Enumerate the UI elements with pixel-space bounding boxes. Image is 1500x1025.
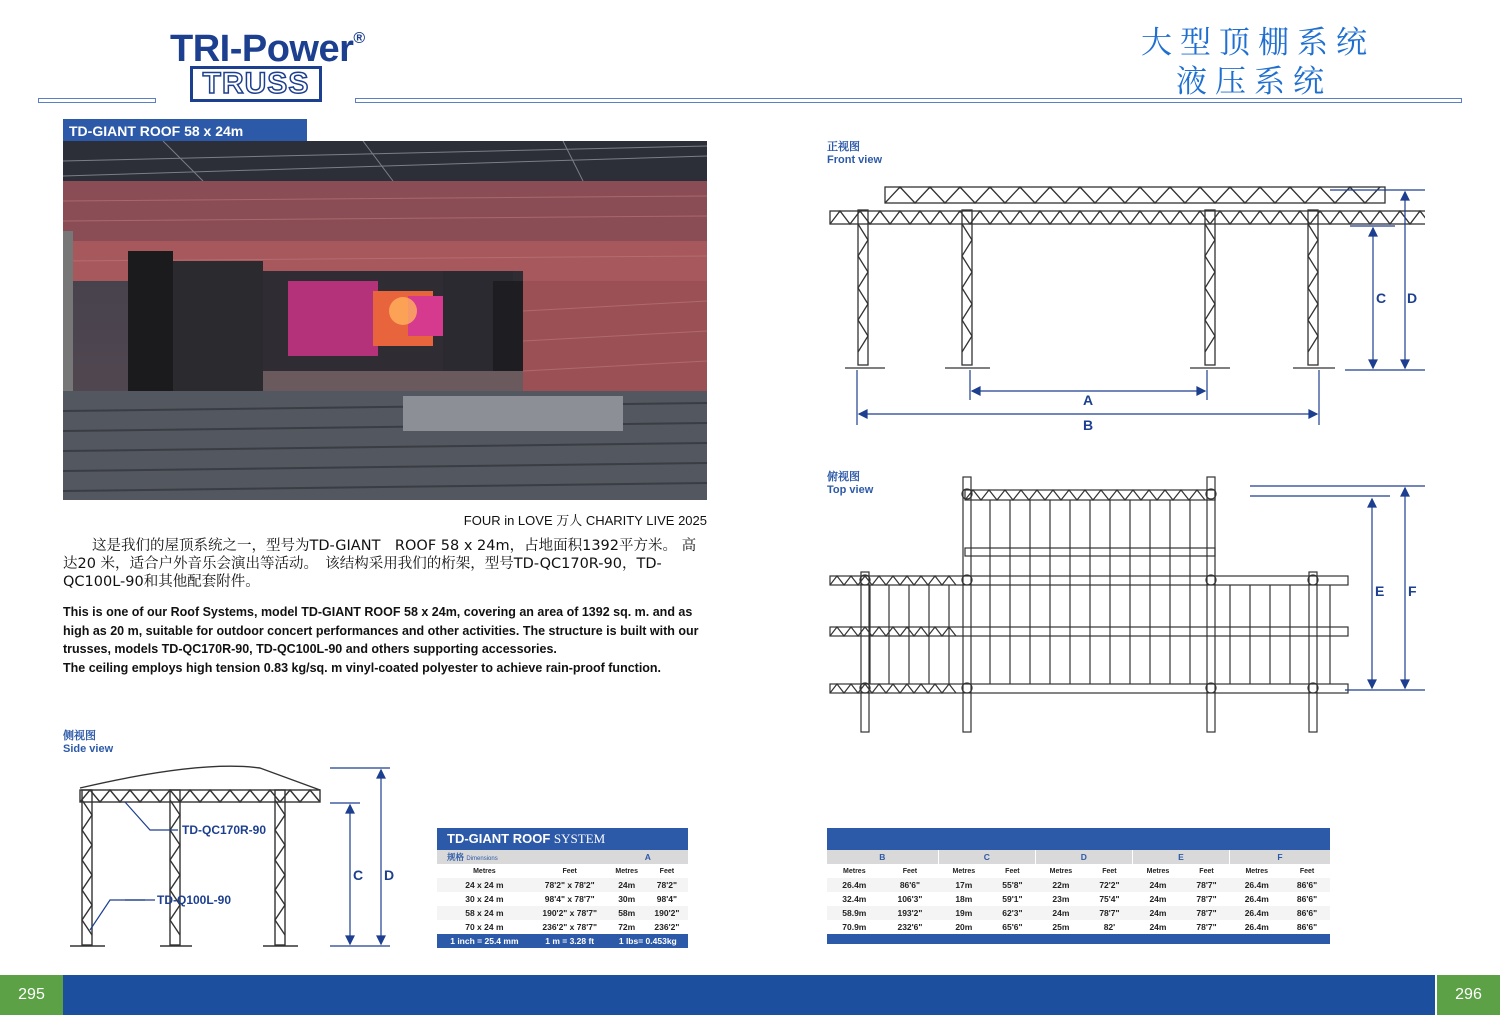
photo-caption: FOUR in LOVE 万人 CHARITY LIVE 2025 (463, 513, 707, 528)
page-number-left: 295 (0, 975, 63, 1015)
side-view-label-en: Side view (63, 743, 114, 755)
spec-table-2-col-headers (827, 864, 1330, 878)
spec-table-1-title-main: TD-GIANT ROOF (447, 831, 551, 846)
cell: 72'2" (1099, 880, 1120, 890)
table-row (827, 906, 1330, 920)
cell: 58 x 24 m (465, 908, 504, 918)
cell: 98'4" x 78'7" (544, 894, 595, 904)
spec-table-2-footer-bar (827, 934, 1330, 944)
cell: 62'3" (1002, 908, 1023, 918)
cell: 86'6" (1296, 894, 1318, 904)
col-header: Feet (646, 864, 688, 878)
col-header: Feet (882, 864, 939, 878)
table-row (437, 892, 688, 906)
top-view-label-cn: 俯视图 (827, 471, 860, 483)
cell: 18m (955, 894, 973, 904)
col-header: Metres (437, 864, 532, 878)
spec-table-2-header-bar (827, 828, 1330, 850)
cell: 86'6" (1296, 880, 1318, 890)
cell: 59'1" (1002, 894, 1023, 904)
col-header: Metres (608, 864, 646, 878)
cell: 78'7" (1099, 908, 1120, 918)
side-view-label (63, 730, 113, 756)
conversion-note: 1 lbs= 0.453kg (618, 936, 677, 946)
chinese-title-line2: 液压系统 (1176, 64, 1332, 100)
cell: 232'6" (897, 922, 923, 932)
table-row (827, 920, 1330, 934)
front-view-label-cn: 正视图 (827, 141, 860, 153)
group-b: B (827, 850, 938, 864)
cell: 23m (1052, 894, 1070, 904)
cell: 55'8" (1002, 880, 1023, 890)
cell: 65'6" (1002, 922, 1023, 932)
col-header: Metres (1132, 864, 1183, 878)
cell: 78'7" (1196, 880, 1217, 890)
col-header: Feet (1284, 864, 1330, 878)
chinese-title-line1: 大型顶棚系统 (1141, 25, 1375, 61)
spec-table-1 (437, 828, 688, 948)
side-dim-d: D (384, 867, 395, 883)
description-english-p2: The ceiling employs high tension 0.83 kg/sq. m vinyl-coated polyester to achieve rain-proof function. (63, 660, 662, 675)
cell: 193'2" (897, 908, 923, 918)
cell: 190'2" (654, 908, 680, 918)
concert-photo (63, 141, 707, 500)
col-header: Metres (1035, 864, 1086, 878)
front-dim-b: B (1083, 417, 1094, 433)
spec-table-1-subheader (437, 850, 688, 864)
cell: 86'6" (1296, 922, 1318, 932)
cell: 30 x 24 m (465, 894, 504, 904)
cell: 98'4" (656, 894, 677, 904)
front-dim-c: C (1376, 290, 1387, 306)
table-row (437, 920, 688, 934)
cell: 58.9m (842, 908, 867, 918)
description-english (63, 603, 709, 677)
side-view-label-cn: 侧视图 (63, 730, 96, 742)
top-view-drawing (825, 472, 1425, 737)
col-header: Feet (989, 864, 1035, 878)
cell: 26.4m (1244, 880, 1269, 890)
group-e: E (1132, 850, 1229, 864)
spec-col-a: A (608, 850, 688, 864)
conversion-note: 1 inch = 25.4 mm (450, 936, 519, 946)
header-rule-left (38, 98, 156, 103)
cell: 82' (1103, 922, 1116, 932)
cell: 75'4" (1099, 894, 1120, 904)
front-view-drawing (825, 180, 1425, 440)
brand-logo-sub: TRUSS (190, 66, 322, 102)
cell: 78'2" x 78'2" (544, 880, 595, 890)
cell: 236'2" (654, 922, 680, 932)
front-view-label (827, 141, 882, 167)
cell: 86'6" (899, 880, 921, 890)
cell: 78'7" (1196, 922, 1217, 932)
cell: 106'3" (897, 894, 923, 904)
cell: 26.4m (1244, 894, 1269, 904)
front-view-label-en: Front view (827, 154, 883, 166)
brand-logo (170, 28, 365, 71)
table-row (437, 906, 688, 920)
cell: 20m (955, 922, 973, 932)
group-f: F (1229, 850, 1330, 864)
cell: 26.4m (842, 880, 867, 890)
cell: 24m (1149, 880, 1167, 890)
spec-en: Dimensions (466, 856, 498, 862)
cell: 78'7" (1196, 908, 1217, 918)
col-header: Metres (938, 864, 989, 878)
concert-photo-illustration (63, 141, 707, 500)
cell: 32.4m (842, 894, 867, 904)
cell: 58m (618, 908, 636, 918)
front-dim-d: D (1407, 290, 1418, 306)
description-english-p1: This is one of our Roof Systems, model TD-GIANT ROOF 58 x 24m, covering an area of 1392 sq. m. and as high as 20 m, suitable for outdoor concert performances and other activities. The structure is built with our trusses, models TD-QC170R-90, TD-QC100L-90 and others supporting accessories. (63, 605, 699, 656)
cell: 70.9m (842, 922, 867, 932)
page-number-right: 296 (1437, 975, 1500, 1015)
col-header: Feet (1087, 864, 1133, 878)
cell: 86'6" (1296, 908, 1318, 918)
group-d: D (1035, 850, 1132, 864)
cell: 19m (955, 908, 973, 918)
spec-table-2-groups (827, 850, 1330, 864)
cell: 24m (1149, 908, 1167, 918)
cell: 26.4m (1244, 922, 1269, 932)
spec-table-1-footer (437, 934, 688, 948)
side-dim-c: C (353, 867, 364, 883)
description-chinese: 这是我们的屋顶系统之一，型号为TD-GIANT ROOF 58 x 24m，占地面积1392平方米。 高达20 米，适合户外音乐会演出等活动。 该结构采用我们的桁架，型号TD-QC170R-90，TD-QC100L-90和其他配套附件。 (63, 538, 697, 590)
cell: 24 x 24 m (465, 880, 504, 890)
side-view-truss2-label: TD-Q100L-90 (157, 893, 232, 907)
cell: 70 x 24 m (465, 922, 504, 932)
model-tag: TD-GIANT ROOF 58 x 24m (63, 119, 307, 143)
spec-table-1-title-suffix: SYSTEM (553, 831, 606, 846)
cell: 72m (618, 922, 636, 932)
registered-mark: ® (353, 30, 365, 47)
cell: 26.4m (1244, 908, 1269, 918)
side-view-truss1-label: TD-QC170R-90 (182, 823, 267, 837)
cell: 190'2" x 78'7" (542, 908, 598, 918)
top-view-label-en: Top view (827, 484, 874, 496)
side-view-drawing (60, 760, 410, 955)
spec-table-1-col-headers (437, 864, 688, 878)
cell: 24m (1149, 922, 1167, 932)
cell: 78'2" (656, 880, 677, 890)
table-row (827, 892, 1330, 906)
cell: 24m (1052, 908, 1070, 918)
col-header: Feet (1184, 864, 1230, 878)
cell: 30m (618, 894, 636, 904)
cell: 24m (1149, 894, 1167, 904)
cell: 17m (955, 880, 973, 890)
brand-name: TRI-Power (170, 28, 354, 70)
col-header: Metres (827, 864, 882, 878)
table-row (437, 878, 688, 892)
top-dim-f: F (1408, 583, 1417, 599)
cell: 24m (618, 880, 636, 890)
cell: 25m (1052, 922, 1070, 932)
footer-bar (63, 975, 1435, 1015)
cell: 236'2" x 78'7" (542, 922, 598, 932)
top-dim-e: E (1375, 583, 1385, 599)
group-c: C (938, 850, 1035, 864)
col-header: Feet (532, 864, 608, 878)
spec-table-2 (827, 828, 1330, 944)
front-dim-a: A (1083, 392, 1094, 408)
table-row (827, 878, 1330, 892)
cell: 22m (1052, 880, 1070, 890)
col-header: Metres (1229, 864, 1284, 878)
conversion-note: 1 m = 3.28 ft (545, 936, 595, 946)
spec-table-1-title (437, 828, 688, 850)
cell: 78'7" (1196, 894, 1217, 904)
spec-cn: 规格 (447, 852, 465, 862)
